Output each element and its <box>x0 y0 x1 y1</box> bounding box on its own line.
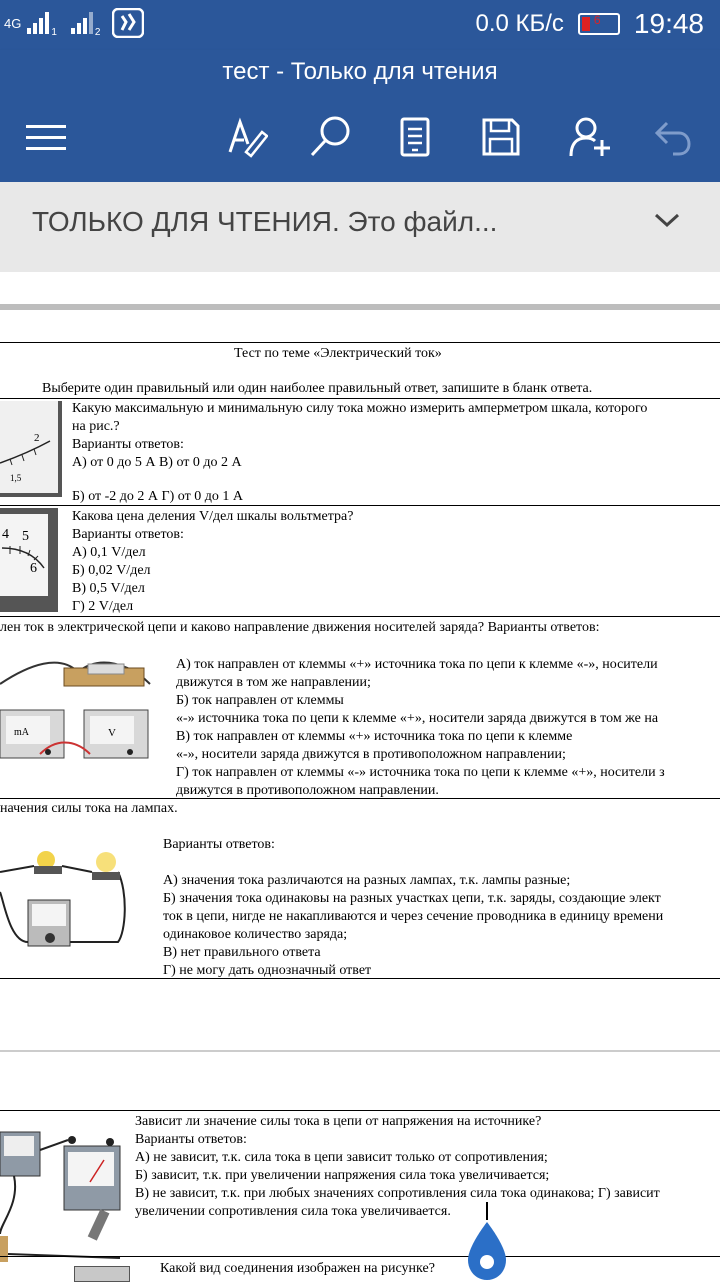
cursor-drop-icon <box>468 1222 506 1280</box>
search-button[interactable] <box>306 112 356 162</box>
status-right <box>475 8 704 40</box>
q1-variants-label: Варианты ответов: <box>72 437 184 452</box>
q3-answer: движутся в том же направлении; <box>176 675 371 690</box>
read-only-banner[interactable] <box>0 182 720 272</box>
app-bar <box>0 50 720 182</box>
q5-answer: Б) зависит, т.к. при увеличении напряжения сила тока увеличивается; <box>135 1168 550 1183</box>
sim2-label: 2 <box>94 27 101 38</box>
q3-answer: движутся в противоположном направлении. <box>176 783 439 798</box>
undo-button[interactable] <box>648 112 698 162</box>
chevron-down-icon <box>654 212 680 228</box>
battery-level: 6 <box>593 13 601 27</box>
text-cursor <box>486 1202 488 1220</box>
page-top-edge <box>0 304 720 310</box>
q4-text: начения силы тока на лампах. <box>0 801 178 816</box>
share-icon <box>568 116 610 158</box>
q3-answer: А) ток направлен от клеммы «+» источника тока по цепи к клемме «-», носители <box>176 657 658 672</box>
rule <box>0 798 720 799</box>
voltmeter-scale <box>0 508 58 612</box>
save-icon <box>482 118 520 156</box>
reading-mode-icon <box>400 117 430 157</box>
menu-button[interactable] <box>22 112 72 162</box>
q4-answer: ток в цепи, нигде не накапливаются и через сечение проводника в единицу времени <box>163 909 664 924</box>
q4-answer: В) нет правильного ответа <box>163 945 321 960</box>
rule <box>0 1256 720 1257</box>
banner-text: ТОЛЬКО ДЛЯ ЧТЕНИЯ. Это файл... <box>32 206 498 237</box>
expand-banner-button[interactable] <box>654 212 680 233</box>
rule <box>0 398 720 399</box>
reading-mode-button[interactable] <box>390 112 440 162</box>
q4-variants-label: Варианты ответов: <box>163 837 275 852</box>
scale-label: 5 <box>22 529 29 544</box>
page-break <box>0 1050 720 1052</box>
circuit-photo <box>0 1124 126 1264</box>
menu-icon <box>26 122 68 152</box>
question-1-image <box>0 401 62 497</box>
save-button[interactable] <box>476 112 526 162</box>
signal-sim2-icon <box>71 12 93 34</box>
rule <box>0 1110 720 1111</box>
q4-answer: Б) значения тока одинаковы на разных участках цепи, т.к. заряды, создающие элект <box>163 891 661 906</box>
q3-answer: «-», носители заряда движутся в противоположном направлении; <box>176 747 566 762</box>
q4-answer: Г) не могу дать однозначный ответ <box>163 963 372 978</box>
scale-label: 1,5 <box>10 473 22 483</box>
q5-text: Зависит ли значение силы тока в цепи от напряжения на источнике? <box>135 1114 542 1129</box>
question-2-image <box>0 508 58 612</box>
q2-text: Какова цена деления V/дел шкалы вольтметра? <box>72 509 354 524</box>
q2-answer: Г) 2 V/дел <box>72 599 134 614</box>
edit-button[interactable] <box>222 112 272 162</box>
q5-answer: А) не зависит, т.к. сила тока в цепи зависит только от сопротивления; <box>135 1150 548 1165</box>
sim1-label: 1 <box>51 27 57 38</box>
status-left <box>4 8 144 38</box>
q5-answer: В) не зависит, т.к. при любых значениях сопротивления сила тока одинакова; Г) зависит <box>135 1186 660 1201</box>
app-notification-icon <box>112 8 144 38</box>
test-intro: Выберите один правильный или один наиболее правильный ответ, запишите в бланк ответа. <box>42 381 593 396</box>
q3-answer: Г) ток направлен от клеммы «-» источника тока по цепи к клемме «+», носители з <box>176 765 665 780</box>
ammeter-scale <box>0 401 58 493</box>
search-icon <box>309 115 353 159</box>
q2-answer: Б) 0,02 V/дел <box>72 563 151 578</box>
battery-icon <box>578 13 620 35</box>
q3-answer: В) ток направлен от клеммы «+» источника тока по цепи к клемме <box>176 729 573 744</box>
q1-answer: Б) от -2 до 2 А Г) от 0 до 1 А <box>72 489 243 504</box>
q3-answer: Б) ток направлен от клеммы <box>176 693 344 708</box>
q2-answer: А) 0,1 V/дел <box>72 545 146 560</box>
rule <box>0 505 720 506</box>
cursor-handle[interactable] <box>468 1222 506 1285</box>
network-type: 4G <box>4 15 22 31</box>
scale-label: 4 <box>2 527 9 542</box>
test-title: Тест по теме «Электрический ток» <box>234 346 442 361</box>
voltmeter-label: V <box>108 727 116 739</box>
q1-text: на рис.? <box>72 419 120 434</box>
q3-text: лен ток в электрической цепи и каково направление движения носителей заряда? Варианты ответов: <box>0 620 600 635</box>
status-bar <box>0 0 720 50</box>
clock: 19:48 <box>633 8 704 39</box>
scale-label: 2 <box>34 432 40 444</box>
share-button[interactable] <box>564 112 614 162</box>
q1-text: Какую максимальную и минимальную силу тока можно измерить амперметром шкала, которого <box>72 401 648 416</box>
signal-sim1-icon <box>27 12 49 34</box>
rule <box>0 342 720 343</box>
question-3-image <box>0 644 152 762</box>
q4-answer: одинаковое количество заряда; <box>163 927 348 942</box>
edit-icon <box>226 116 268 158</box>
q4-answer: А) значения тока различаются на разных лампах, т.к. лампы разные; <box>163 873 571 888</box>
q2-variants-label: Варианты ответов: <box>72 527 184 542</box>
q3-answer: «-» источника тока по цепи к клемме «+», носители заряда движутся в том же на <box>176 711 659 726</box>
undo-icon <box>653 117 693 157</box>
q2-answer: В) 0,5 V/дел <box>72 581 145 596</box>
scale-label: 6 <box>30 561 37 576</box>
question-5-image <box>0 1124 126 1264</box>
rule <box>0 616 720 617</box>
lamp-circuit-photo <box>0 842 132 954</box>
q5-answer: увеличении сопротивления сила тока увеличивается. <box>135 1204 451 1219</box>
question-4-image <box>0 842 132 954</box>
circuit-photo <box>0 644 152 762</box>
network-speed: 0.0 КБ/с <box>475 10 564 37</box>
milliammeter-label: mA <box>14 727 29 738</box>
q6-text: Какой вид соединения изображен на рисунке? <box>160 1261 435 1276</box>
q5-variants-label: Варианты ответов: <box>135 1132 247 1147</box>
document-title: тест - Только для чтения <box>222 58 498 85</box>
document-page <box>0 312 720 1280</box>
q1-answer: А) от 0 до 5 А В) от 0 до 2 А <box>72 455 242 470</box>
rule <box>0 978 720 979</box>
